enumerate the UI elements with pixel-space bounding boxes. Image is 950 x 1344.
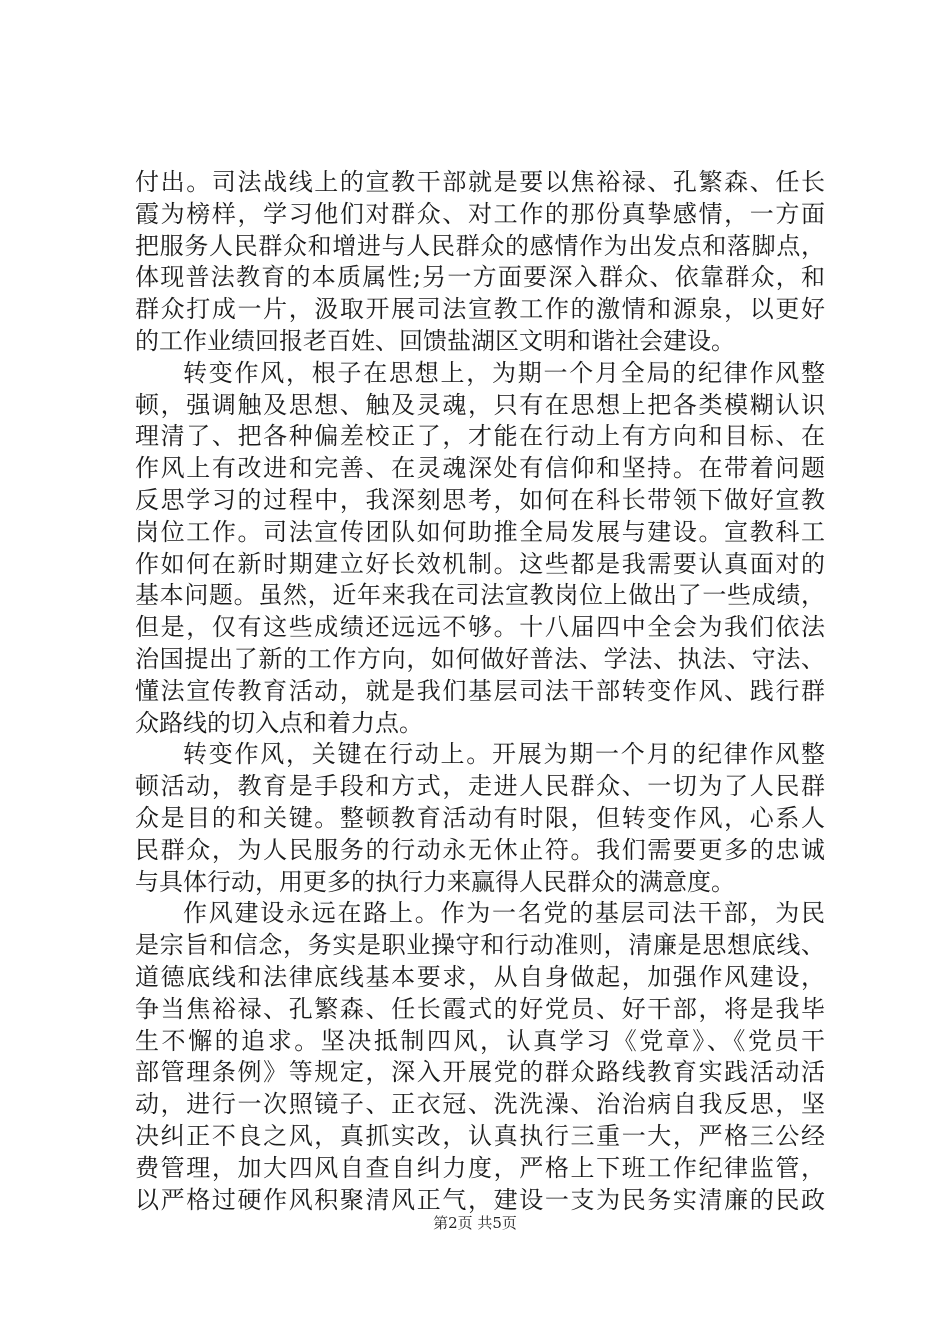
document-body [135, 167, 825, 1216]
text-line: 岗位工作。司法宣传团队如何助推全局发展与建设。宣教科工 [135, 517, 825, 546]
paragraph-first-line: 转变作风，关键在行动上。开展为期一个月的纪律作风整 [183, 740, 825, 769]
text-line: 的工作业绩回报老百姓、回馈盐湖区文明和谐社会建设。 [135, 326, 735, 355]
text-line: 是宗旨和信念，务实是职业操守和行动准则，清廉是思想底线、 [135, 931, 825, 960]
page-footer: 第2页 共5页 [433, 1214, 517, 1232]
text-line: 民群众，为人民服务的行动永无休止符。我们需要更多的忠诚 [135, 835, 825, 864]
text-line: 作风上有改进和完善、在灵魂深处有信仰和坚持。在带着问题 [135, 454, 825, 483]
text-line: 治国提出了新的工作方向，如何做好普法、学法、执法、守法、 [135, 644, 825, 673]
text-line: 群众打成一片，汲取开展司法宣教工作的激情和源泉，以更好 [135, 295, 825, 324]
text-line: 决纠正不良之风，真抓实改，认真执行三重一大，严格三公经 [135, 1121, 825, 1150]
text-line: 以严格过硬作风积聚清风正气，建设一支为民务实清廉的民政 [135, 1185, 825, 1214]
text-line: 动，进行一次照镜子、正衣冠、洗洗澡、治治病自我反思，坚 [135, 1090, 825, 1119]
text-line: 基本问题。虽然，近年来我在司法宣教岗位上做出了一些成绩， [135, 581, 825, 610]
text-line: 众是目的和关键。整顿教育活动有时限，但转变作风，心系人 [135, 803, 825, 832]
text-line: 与具体行动，用更多的执行力来赢得人民群众的满意度。 [135, 867, 735, 896]
text-line: 但是，仅有这些成绩还远远不够。十八届四中全会为我们依法 [135, 613, 825, 642]
text-line: 付出。司法战线上的宣教干部就是要以焦裕禄、孔繁森、任长 [135, 168, 825, 196]
text-line: 作如何在新时期建立好长效机制。这些都是我需要认真面对的 [135, 549, 825, 578]
text-line: 道德底线和法律底线基本要求，从自身做起，加强作风建设， [135, 962, 825, 991]
text-line: 顿，强调触及思想、触及灵魂，只有在思想上把各类模糊认识 [135, 390, 825, 419]
text-line: 费管理，加大四风自查自纠力度，严格上下班工作纪律监管， [135, 1153, 825, 1182]
text-line: 体现普法教育的本质属性;另一方面要深入群众、依靠群众，和 [135, 263, 825, 292]
text-line: 把服务人民群众和增进与人民群众的感情作为出发点和落脚点， [135, 231, 825, 260]
text-line: 争当焦裕禄、孔繁森、任长霞式的好党员、好干部，将是我毕 [135, 994, 825, 1023]
text-line: 众路线的切入点和着力点。 [135, 708, 423, 737]
paragraph-first-line: 转变作风，根子在思想上，为期一个月全局的纪律作风整 [183, 358, 825, 387]
text-line: 生不懈的追求。坚决抵制四风，认真学习《党章》、《党员干 [135, 1026, 825, 1055]
text-line: 理清了、把各种偏差校正了，才能在行动上有方向和目标、在 [135, 422, 825, 451]
text-line: 懂法宣传教育活动，就是我们基层司法干部转变作风、践行群 [135, 676, 825, 705]
text-line: 顿活动，教育是手段和方式，走进人民群众、一切为了人民群 [135, 772, 825, 801]
text-line: 霞为榜样，学习他们对群众、对工作的那份真挚感情，一方面 [135, 199, 825, 228]
paragraph-first-line: 作风建设永远在路上。作为一名党的基层司法干部，为民 [183, 899, 825, 928]
text-line: 部管理条例》等规定，深入开展党的群众路线教育实践活动活 [135, 1058, 825, 1087]
text-line: 反思学习的过程中，我深刻思考，如何在科长带领下做好宣教 [135, 485, 825, 514]
